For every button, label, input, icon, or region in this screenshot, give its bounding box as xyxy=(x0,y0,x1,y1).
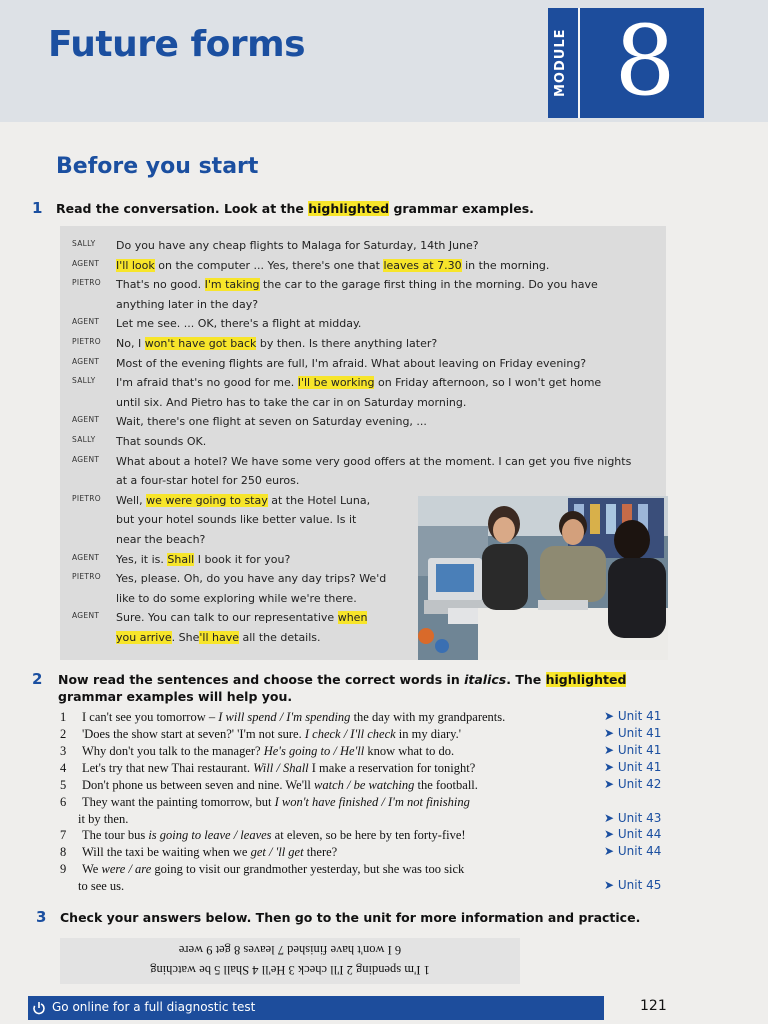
unit-reference-link[interactable]: ➤ Unit 41 xyxy=(604,726,662,740)
unit-reference-link[interactable]: ➤ Unit 44 xyxy=(604,844,662,858)
sentence-text: there? xyxy=(303,845,338,859)
unit-reference-link[interactable]: ➤ Unit 44 xyxy=(604,827,662,841)
speaker-label: AGENT xyxy=(72,317,100,327)
highlighted-grammar: I'll look xyxy=(116,258,155,272)
answer-choices[interactable]: I will spend / I'm spending xyxy=(218,710,351,724)
module-divider xyxy=(578,8,580,118)
highlighted-grammar: I'll be working xyxy=(297,376,375,390)
sentence-number: 7 xyxy=(60,828,67,842)
dialogue-line xyxy=(116,334,437,354)
dialogue-text: Sure. You can talk to our representative xyxy=(116,611,338,625)
question-2-number: 2 xyxy=(32,670,43,688)
sentence-text: I can't see you tomorrow – xyxy=(82,710,219,724)
question-1-instruction: Read the conversation. Look at the highlighted grammar examples. xyxy=(56,201,534,216)
sentence-text: 'Does the show start at seven?' 'I'm not sure. xyxy=(82,727,305,741)
sentence-text: going to visit our grandmother yesterday, but she was too sick xyxy=(151,862,465,876)
answer-key-upside-down xyxy=(60,938,520,984)
sentence-number: 2 xyxy=(60,727,67,741)
dialogue-line xyxy=(116,354,586,374)
travel-agency-photo xyxy=(418,496,668,660)
highlighted-grammar: we were going to stay xyxy=(146,493,268,507)
dialogue-text: What about a hotel? We have some very good offers at the moment. I can get you five nights xyxy=(116,454,632,468)
dialogue-line xyxy=(116,589,357,609)
sentence-text: know what to do. xyxy=(364,744,455,758)
answer-line-2: 6 I won't have finished 7 leaves 8 get 9 were xyxy=(178,943,402,957)
speaker-label: SALLY xyxy=(72,239,96,248)
sentence-number: 4 xyxy=(60,761,67,775)
dialogue-text: by then. Is there anything later? xyxy=(256,337,438,350)
dialogue-text: in the morning. xyxy=(461,258,550,272)
sentence-text: I make a reservation for tonight? xyxy=(308,761,476,775)
question-2-instruction-line2: grammar examples will help you. xyxy=(58,689,293,704)
sentence-text: the football. xyxy=(414,778,478,792)
dialogue-text: Most of the evening flights are full, I'm afraid. What about leaving on Friday evening? xyxy=(116,356,587,370)
exercise-sentence xyxy=(56,861,464,878)
dialogue-line xyxy=(116,491,370,511)
exercise-sentence xyxy=(56,743,454,760)
unit-reference-link[interactable]: ➤ Unit 43 xyxy=(604,811,662,825)
dialogue-text: at a four-star hotel for 250 euros. xyxy=(116,474,300,488)
unit-reference-link[interactable]: ➤ Unit 41 xyxy=(604,760,662,774)
sentence-number: 3 xyxy=(60,744,67,758)
page-number: 121 xyxy=(640,998,667,1014)
unit-reference-link[interactable]: ➤ Unit 42 xyxy=(604,777,662,791)
exercise-sentence xyxy=(56,794,470,811)
sentence-number: 1 xyxy=(60,710,67,724)
dialogue-text: Let me see. ... OK, there's a flight at midday. xyxy=(116,317,362,331)
sentence-text: Don't phone us between seven and nine. We'll xyxy=(82,778,315,792)
highlighted-grammar: I'm taking xyxy=(204,278,260,292)
speaker-label: PIETRO xyxy=(72,337,101,346)
exercise-sentence xyxy=(56,777,478,794)
dialogue-text: at the Hotel Luna, xyxy=(267,493,371,507)
dialogue-text: on the computer ... Yes, there's one that xyxy=(154,258,384,272)
sentence-number: 8 xyxy=(60,845,67,859)
module-number: 8 xyxy=(614,5,676,117)
dialogue-text: I book it for you? xyxy=(194,552,291,566)
dialogue-text: until six. And Pietro has to take the car in on Saturday morning. xyxy=(116,395,467,409)
sentence-text: Let's try that new Thai restaurant. xyxy=(82,761,254,775)
speaker-label: AGENT xyxy=(72,258,100,268)
sentence-text: Why don't you talk to the manager? xyxy=(82,744,264,758)
online-test-text: Go online for a full diagnostic test xyxy=(52,1000,256,1014)
dialogue-line xyxy=(116,569,386,589)
dialogue-line xyxy=(116,275,598,295)
dialogue-line xyxy=(116,550,290,570)
dialogue-text: like to do some exploring while we're there. xyxy=(116,591,357,605)
answer-choices[interactable]: watch / be watching xyxy=(314,778,415,792)
question-2-instruction: Now read the sentences and choose the correct words in italics. The highlighted xyxy=(58,672,627,687)
dialogue-line xyxy=(116,314,361,334)
highlighted-grammar: you arrive xyxy=(116,630,172,644)
speaker-label: AGENT xyxy=(72,552,100,562)
speaker-label: AGENT xyxy=(72,454,100,464)
speaker-label: AGENT xyxy=(72,356,100,366)
answer-choices[interactable]: I won't have finished / I'm not finishing xyxy=(274,795,470,809)
dialogue-line xyxy=(116,295,258,315)
dialogue-text: That's no good. xyxy=(116,278,205,292)
dialogue-line xyxy=(116,530,205,550)
dialogue-line xyxy=(116,236,479,256)
section-title: Before you start xyxy=(56,154,259,179)
dialogue-line xyxy=(116,452,631,472)
dialogue-line xyxy=(116,608,367,628)
answer-choices[interactable]: I check / I'll check xyxy=(304,727,396,741)
photo-illustration xyxy=(418,496,668,660)
exercise-sentence xyxy=(56,726,461,743)
unit-reference-link[interactable]: ➤ Unit 41 xyxy=(604,709,662,723)
speaker-label: PIETRO xyxy=(72,493,101,503)
exercise-sentence xyxy=(56,760,475,777)
highlighted-grammar: Shall xyxy=(167,552,195,566)
speaker-label: SALLY xyxy=(72,376,96,386)
highlighted-grammar: won't have got back xyxy=(144,337,257,350)
highlighted-grammar: when xyxy=(337,611,368,625)
unit-reference-link[interactable]: ➤ Unit 45 xyxy=(604,878,662,892)
sentence-text: They want the painting tomorrow, but xyxy=(82,795,275,809)
question-3-number: 3 xyxy=(36,908,47,926)
sentence-text: in my diary.' xyxy=(395,727,461,741)
dialogue-text: . She xyxy=(171,630,200,644)
answer-line-1: 1 I'm spending 2 I'll check 3 He'll 4 Shall 5 be watching xyxy=(150,963,430,977)
question-3-instruction: Check your answers below. Then go to the unit for more information and practice. xyxy=(60,910,641,925)
online-test-banner[interactable] xyxy=(28,996,604,1020)
sentence-continuation: it by then. xyxy=(78,812,129,826)
power-icon xyxy=(32,1001,46,1015)
answer-choices[interactable]: He's going to / He'll xyxy=(263,744,365,758)
sentence-number: 9 xyxy=(60,862,67,876)
dialogue-text: but your hotel sounds like better value. Is it xyxy=(116,513,357,527)
dialogue-line xyxy=(116,628,321,648)
answer-choices[interactable]: is going to leave / leaves xyxy=(148,828,272,842)
dialogue-text: anything later in the day? xyxy=(116,297,259,311)
speaker-label: PIETRO xyxy=(72,278,101,288)
speaker-label: AGENT xyxy=(72,611,100,621)
dialogue-text: I'm afraid that's no good for me. xyxy=(116,376,298,390)
dialogue-text: near the beach? xyxy=(116,532,206,546)
dialogue-text: all the details. xyxy=(238,630,321,644)
dialogue-text: Yes, it is. xyxy=(116,552,168,566)
dialogue-line xyxy=(116,432,206,452)
answer-choices[interactable]: get / 'll get xyxy=(250,845,304,859)
dialogue-text: No, I xyxy=(116,337,145,350)
sentence-text: Will the taxi be waiting when we xyxy=(82,845,251,859)
dialogue-line xyxy=(116,412,427,432)
dialogue-line xyxy=(116,256,549,276)
dialogue-line xyxy=(116,393,466,413)
speaker-label: AGENT xyxy=(72,415,100,425)
sentence-number: 6 xyxy=(60,795,67,809)
exercise-sentence xyxy=(56,844,337,861)
sentence-continuation: to see us. xyxy=(78,879,125,893)
dialogue-text: Yes, please. Oh, do you have any day trips? We'd xyxy=(116,572,387,586)
dialogue-text: That sounds OK. xyxy=(116,435,207,448)
dialogue-line xyxy=(116,510,356,530)
speaker-label: SALLY xyxy=(72,435,96,444)
sentence-text: the day with my grandparents. xyxy=(350,710,506,724)
highlighted-grammar: leaves at 7.30 xyxy=(383,258,462,272)
page-title: Future forms xyxy=(48,24,306,65)
dialogue-text: Well, xyxy=(116,493,147,507)
question-1-number: 1 xyxy=(32,199,43,217)
dialogue-line xyxy=(116,373,601,393)
dialogue-text: Wait, there's one flight at seven on Saturday evening, ... xyxy=(116,415,427,429)
answer-choices[interactable]: were / are xyxy=(101,862,152,876)
exercise-sentence xyxy=(56,709,505,726)
sentence-text: We xyxy=(82,862,102,876)
dialogue-line xyxy=(116,471,299,491)
exercise-sentence xyxy=(56,827,466,844)
answer-choices[interactable]: Will / Shall xyxy=(253,761,309,775)
module-label: MODULE xyxy=(553,28,568,98)
dialogue-text: the car to the garage first thing in the morning. Do you have xyxy=(259,278,598,292)
sentence-text: at eleven, so be here by ten forty-five! xyxy=(271,828,466,842)
sentence-number: 5 xyxy=(60,778,67,792)
dialogue-text: Do you have any cheap flights to Malaga for Saturday, 14th June? xyxy=(116,239,479,252)
speaker-label: PIETRO xyxy=(72,572,101,582)
dialogue-text: on Friday afternoon, so I won't get home xyxy=(374,376,602,390)
unit-reference-link[interactable]: ➤ Unit 41 xyxy=(604,743,662,757)
highlighted-grammar: 'll have xyxy=(199,630,239,644)
sentence-text: The tour bus xyxy=(82,828,149,842)
